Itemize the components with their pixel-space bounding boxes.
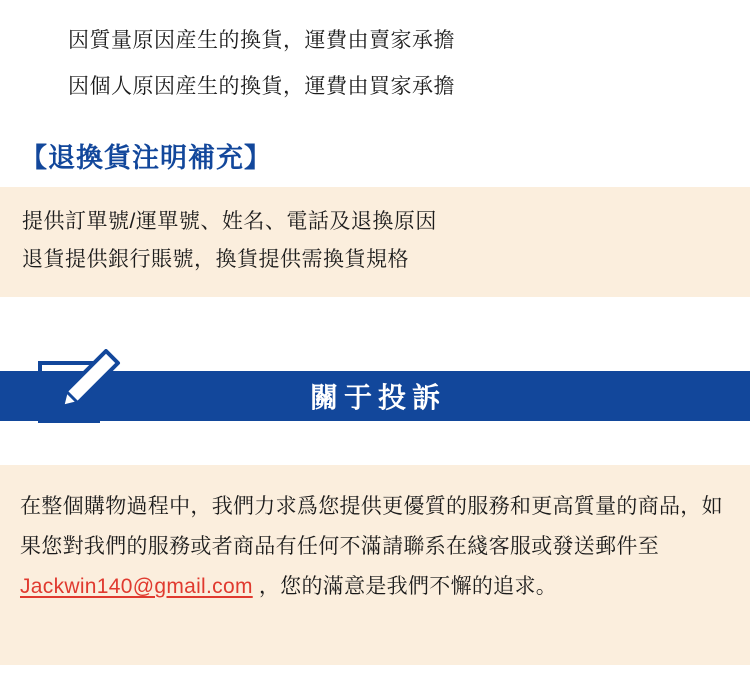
returns-note-heading: 【退換貨注明補充】 <box>20 143 272 173</box>
support-email-link[interactable]: Jackwin140@gmail.com <box>20 575 253 598</box>
complaint-body-block <box>0 465 750 665</box>
complaint-paragraph <box>0 487 750 607</box>
complaint-text-before: 在整個購物過程中，我們力求爲您提供更優質的服務和更高質量的商品，如果您對我們的服務或者商品有任何不滿請聯系在綫客服或發送郵件至 <box>20 495 723 558</box>
complaint-banner-title: 關于投訴 <box>309 382 446 413</box>
complaint-banner <box>0 349 750 429</box>
pencil-edit-icon <box>36 349 122 427</box>
policy-line: 因個人原因産生的換貨，運費由買家承擔 <box>68 75 455 98</box>
returns-note-block <box>0 187 750 297</box>
returns-note-line: 退貨提供銀行賬號，換貨提供需換貨規格 <box>22 248 409 271</box>
return-policy-list <box>0 0 750 110</box>
returns-note-line: 提供訂單號/運單號、姓名、電話及退換原因 <box>22 210 437 233</box>
policy-line: 因質量原因産生的換貨，運費由賣家承擔 <box>68 29 455 52</box>
complaint-text-after: ，您的滿意是我們不懈的追求。 <box>252 575 558 598</box>
